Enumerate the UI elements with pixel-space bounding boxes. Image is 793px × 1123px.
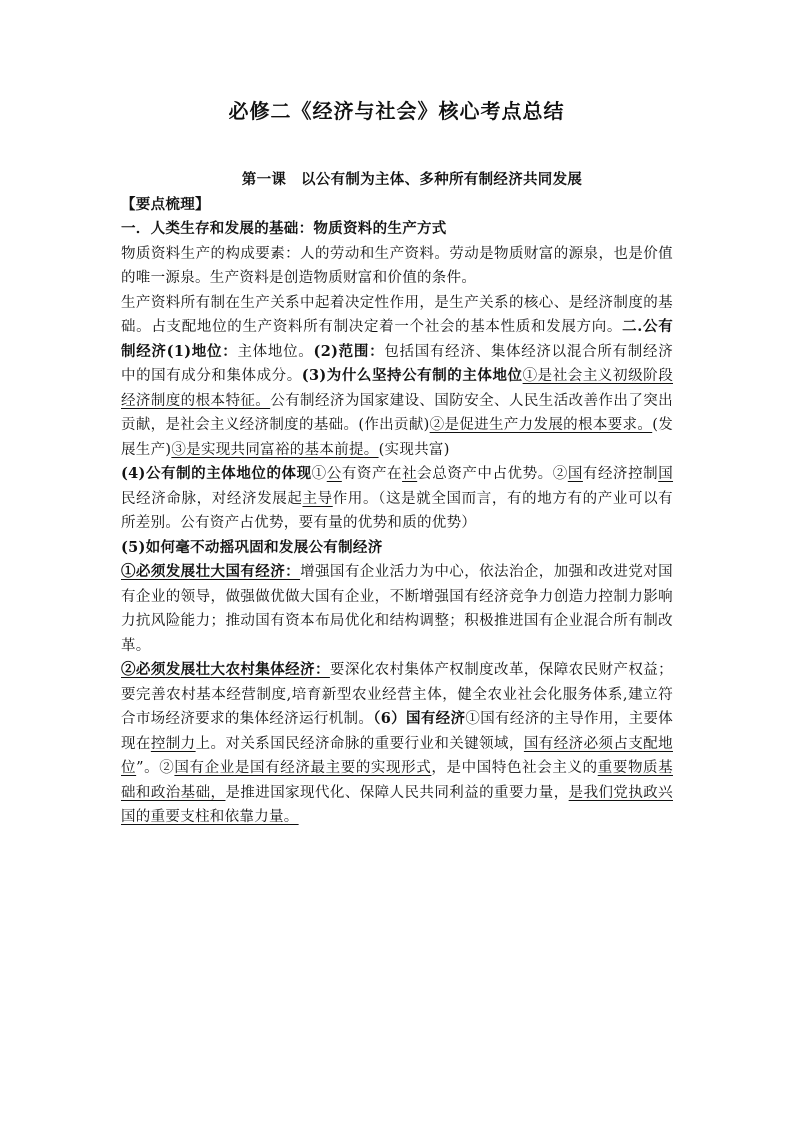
manifestation-key-gong: 公 <box>326 466 342 482</box>
section2-heading: 二.公有制经济 <box>121 318 673 360</box>
why-item-2: ②是促进生产力发展的根本要求。 <box>429 417 653 433</box>
document-title: 必修二《经济与社会》核心考点总结 <box>228 99 565 123</box>
paragraph-production-elements: 物质资料生产的构成要素：人的劳动和生产资料。劳动是物质财富的源泉，也是价值的唯一源泉。生产资料是创造物质财富和价值的条件。 <box>121 245 673 286</box>
why-text-3: (实现共富) <box>378 441 450 458</box>
state-economy-text: 增强国有企业活力为中心，依法治企，加强和改进党对国有企业的领导，做强做优做大国有企业，不断增强国有经济竞争力创造力控制力影响力抗风险能力；推动国有资本布局优化和结构调整；积极推进国有企业混合所有制改革。 <box>121 564 673 654</box>
state-economy-role-text: 是推进国家现代化、保障人民共同利益的重要力量， <box>225 784 569 801</box>
state-economy-role-text: ①国有经济的主导作用，主要体现在 <box>121 711 673 752</box>
key-dominant: 国有经济必须占支配地位 <box>121 735 673 776</box>
key-pillar: 是我们党执政兴国的重要支柱和依靠力量。 <box>121 784 673 825</box>
key-foundation: 重要物质基础和政治基础， <box>121 760 673 801</box>
collective-economy-text: 要深化农村集体产权制度改革，保障农民财产权益；要完善农村基本经营制度,培育新型农业经营主体，健全农业社会化服务体系,建立符合市场经济要求的集体经济运行机制。 <box>121 662 673 727</box>
manifestation-text: 民经济命脉，对经济发展起 <box>121 490 303 507</box>
paragraph-collective-economy <box>121 658 673 830</box>
state-economy-role-text: 上。对关系国民经济命脉的重要行业和关键领域， <box>195 735 524 752</box>
status-label: (1)地位： <box>166 342 238 360</box>
manifestation-text: 作用。（这是就全国而言，有的地方有的产业可以有所差别。公有资产占优势，要有量的优势和质的优势） <box>121 490 673 531</box>
lesson-heading: 第一课 以公有制为主体、多种所有制经济共同发展 <box>241 171 583 188</box>
key-control: 控制力 <box>150 735 196 752</box>
manifestation-key-guo: 国 <box>567 466 583 482</box>
why-text-1: 公有制经济为国家建设、国防安全、人民生活改善作出了突出贡献，是社会主义经济制度的基础。(作出贡献) <box>121 392 673 433</box>
outline-heading: 【要点梳理】 <box>121 195 210 213</box>
why-item-3: ③是实现共同富裕的基本前提。 <box>171 441 379 458</box>
section6-label: （6）国有经济 <box>373 710 466 727</box>
manifestation-key-guo: 国 <box>658 466 674 482</box>
scope-label: (2)范围： <box>313 342 385 360</box>
ownership-text: 生产资料所有制在生产关系中起着决定性作用，是生产关系的核心、是经济制度的基础。占支配地位的生产资料所有制决定着一个社会的基本性质和发展方向。 <box>121 294 673 335</box>
state-economy-label: ①必须发展壮大国有经济： <box>121 563 301 580</box>
manifestation-text: 会总资产中占优势。② <box>417 466 568 482</box>
scope-text: 包括国有经济、集体经济以混合所有制经济中的国有成分和集体成分。 <box>121 343 673 384</box>
section5-heading: (5)如何毫不动摇巩固和发展公有制经济 <box>121 538 383 556</box>
manifestation-key-she: 社 <box>402 466 418 482</box>
manifestation-marker: ① <box>311 466 327 482</box>
state-economy-role-text: ”。② <box>136 760 175 776</box>
why-text-2: (发展生产) <box>121 417 673 458</box>
key-enterprise-form: 国有企业是国有经济最主要的实现形式 <box>174 760 432 776</box>
collective-economy-label: ②必须发展壮大农村集体经济： <box>121 661 330 678</box>
why-label: (3)为什么坚持公有制的主体地位 <box>301 367 523 384</box>
manifestation-key-zhudao: 主导 <box>302 490 333 507</box>
paragraph-state-economy <box>121 560 673 658</box>
why-item-1: ①是社会主义初级阶段经济制度的根本特征。 <box>121 368 673 409</box>
paragraph-ownership <box>121 291 673 463</box>
section1-heading: 一．人类生存和发展的基础：物质资料的生产方式 <box>121 220 447 237</box>
status-text: 主体地位。 <box>237 343 314 360</box>
paragraph-manifestation <box>121 462 673 536</box>
manifestation-text: 有经济控制 <box>582 466 659 482</box>
manifestation-label: (4)公有制的主体地位的体现 <box>121 465 312 482</box>
manifestation-text: 有资产在 <box>341 466 403 482</box>
state-economy-role-text: ，是中国特色社会主义的 <box>431 760 598 776</box>
document-body <box>121 168 673 830</box>
